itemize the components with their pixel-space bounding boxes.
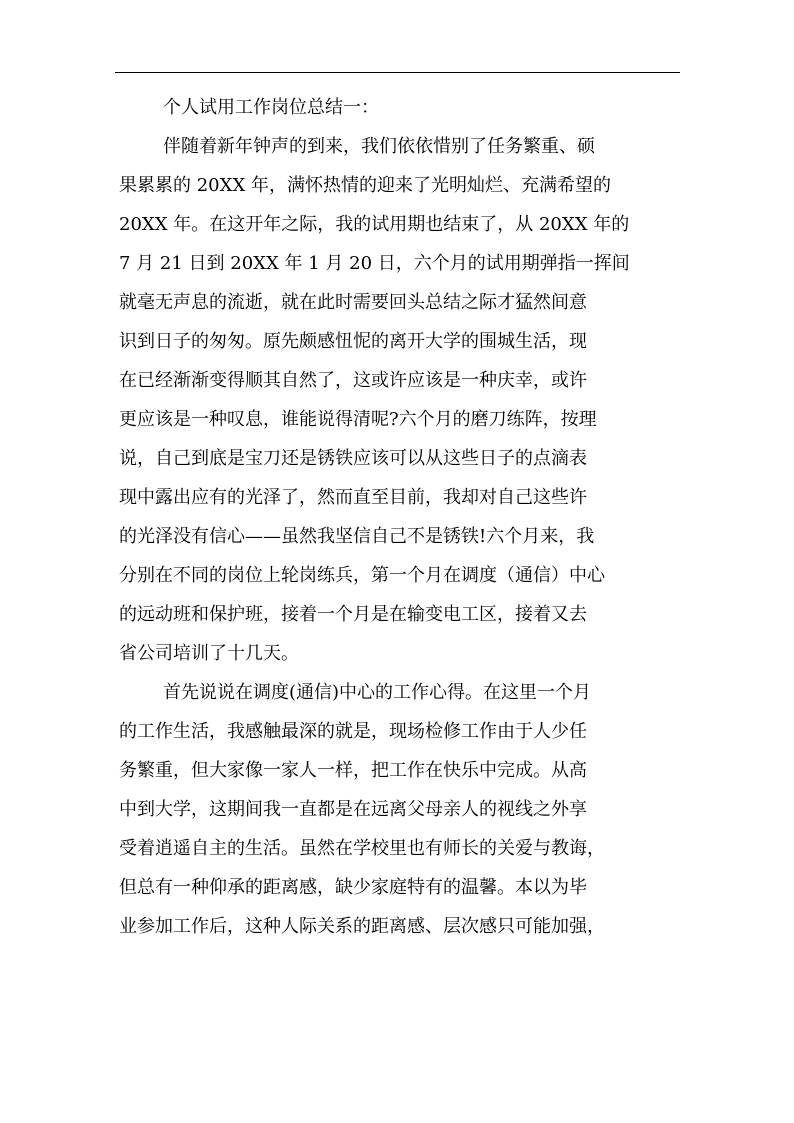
- paragraph-line: 说，自己到底是宝刀还是锈铁应该可以从这些日子的点滴表: [119, 448, 587, 469]
- paragraph-line: 果累累的 20XX 年，满怀热情的迎来了光明灿烂、充满希望的: [119, 175, 611, 196]
- paragraph-line: 的光泽没有信心——虽然我坚信自己不是锈铁!六个月来，我: [119, 526, 595, 547]
- paragraph-line: 中到大学，这期间我一直都是在远离父母亲人的视线之外享: [119, 799, 587, 820]
- paragraph-line: 现中露出应有的光泽了，然而直至目前，我却对自己这些许: [119, 487, 587, 508]
- paragraph-line: 分别在不同的岗位上轮岗练兵，第一个月在调度（通信）中心: [119, 565, 605, 586]
- paragraph-line: 在已经渐渐变得顺其自然了，这或许应该是一种庆幸，或许: [119, 370, 587, 391]
- paragraph-line: 但总有一种仰承的距离感，缺少家庭特有的温馨。本以为毕: [119, 877, 587, 898]
- paragraph-2: [119, 673, 682, 946]
- paragraph-line: 的远动班和保护班，接着一个月是在输变电工区，接着又去: [119, 604, 587, 625]
- paragraph-line: 务繁重，但大家像一家人一样，把工作在快乐中完成。从高: [119, 760, 587, 781]
- paragraph-line: 识到日子的匆匆。原先颇感忸怩的离开大学的围城生活，现: [119, 331, 587, 352]
- paragraph-line: 伴随着新年钟声的到来，我们依依惜别了任务繁重、硕: [163, 136, 595, 157]
- document-body: [119, 88, 682, 946]
- paragraph-line: 就毫无声息的流逝，就在此时需要回头总结之际才猛然间意: [119, 292, 587, 313]
- paragraph-line: 业参加工作后，这种人际关系的距离感、层次感只可能加强，: [119, 916, 605, 937]
- paragraph-line: 更应该是一种叹息，谁能说得清呢?六个月的磨刀练阵，按理: [119, 409, 597, 430]
- paragraph-line: 20XX 年。在这开年之际，我的试用期也结束了，从 20XX 年的: [119, 214, 630, 235]
- paragraph-line: 7 月 21 日到 20XX 年 1 月 20 日，六个月的试用期弹指一挥间: [119, 253, 630, 274]
- paragraph-line: 受着逍遥自主的生活。虽然在学校里也有师长的关爱与教诲，: [119, 838, 605, 859]
- document-title: 个人试用工作岗位总结一：: [163, 97, 379, 118]
- paragraph-line: 省公司培训了十几天。: [119, 643, 299, 664]
- paragraph-line: 首先说说在调度(通信)中心的工作心得。在这里一个月: [163, 682, 592, 703]
- header-rule: [115, 72, 680, 73]
- paragraph-line: 的工作生活，我感触最深的就是，现场检修工作由于人少任: [119, 721, 587, 742]
- paragraph-1: [119, 127, 682, 673]
